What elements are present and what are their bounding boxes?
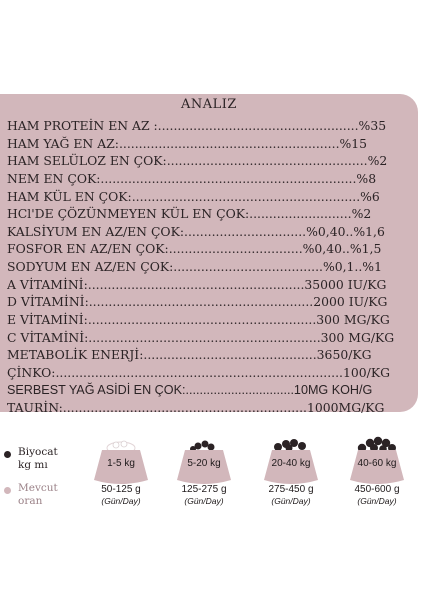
amount-unit: (Gün/Day) xyxy=(357,496,397,506)
amount-unit: (Gün/Day) xyxy=(271,496,311,506)
analysis-row: HAM KÜL EN ÇOK:..........................................................%6 xyxy=(7,188,380,204)
analysis-row: SODYUM EN AZ/EN ÇOK:......................................%0,1..%1 xyxy=(7,259,382,275)
analysis-row: METABOLİK ENERJİ:............................................3650/KG xyxy=(7,347,372,363)
amount-3 xyxy=(253,484,329,507)
amount-dot-icon xyxy=(4,487,11,494)
weight-dot-icon xyxy=(4,451,11,458)
amount-1 xyxy=(83,484,159,507)
analysis-row: HAM YAĞ EN AZ:........................................................%15 xyxy=(7,135,368,151)
bowl-range: 1-5 kg xyxy=(107,458,135,469)
analysis-row: A VİTAMİNİ:.......................................................35000 IU/KG xyxy=(7,276,387,292)
amount-unit: (Gün/Day) xyxy=(184,496,224,506)
amount-value: 50-125 g xyxy=(101,484,141,495)
amount-2 xyxy=(166,484,242,507)
analysis-row: D VİTAMİNİ:.........................................................2000 IU/KG xyxy=(7,294,388,310)
amount-4 xyxy=(339,484,415,507)
bowl-2 xyxy=(169,436,239,486)
analysis-row: C VİTAMİNİ:...........................................................300 MG/KG xyxy=(7,329,395,345)
analysis-row: NEM EN ÇOK:.................................................................%8 xyxy=(7,170,377,186)
analysis-row: KALSİYUM EN AZ/EN ÇOK:...............................%0,40..%1,6 xyxy=(7,223,385,239)
legend-weight-line1: Biyocat xyxy=(18,446,58,458)
analysis-table xyxy=(7,117,407,417)
amount-value: 125-275 g xyxy=(181,484,227,495)
bowl-range: 40-60 kg xyxy=(357,458,397,469)
legend-amount-line2: oran xyxy=(18,495,43,507)
analysis-row: HCl'DE ÇÖZÜNMEYEN KÜL EN ÇOK:..........................%2 xyxy=(7,206,372,222)
analysis-row: ÇİNKO:.........................................................................100/KG xyxy=(7,364,390,380)
analysis-row: TAURİN:..............................................................1000MG/KG xyxy=(7,400,385,416)
bowl-range: 20-40 kg xyxy=(271,458,311,469)
analysis-row: FOSFOR EN AZ/EN ÇOK:..................................%0,40..%1,5 xyxy=(7,241,382,257)
bowl-range: 5-20 kg xyxy=(187,458,221,469)
amount-value: 275-450 g xyxy=(268,484,314,495)
amount-unit: (Gün/Day) xyxy=(101,496,141,506)
analysis-row: HAM PROTEİN EN AZ :...................................................%35 xyxy=(7,118,387,133)
bowl-4 xyxy=(342,436,412,486)
legend-amount-line1: Mevcut xyxy=(18,482,58,494)
analysis-row: E VİTAMİNİ:..........................................................300 MG/KG xyxy=(7,312,390,328)
bowl-3 xyxy=(256,436,326,486)
legend-weight-line2: kg mı xyxy=(18,459,48,471)
bowl-1 xyxy=(86,436,156,486)
analysis-row: HAM SELÜLOZ EN ÇOK:...................................................%2 xyxy=(7,153,388,169)
analysis-row: SERBEST YAĞ ASİDİ EN ÇOK:...............................10MG KOH/G xyxy=(7,382,373,397)
amount-value: 450-600 g xyxy=(354,484,400,495)
analysis-title: ANALIZ xyxy=(181,97,237,112)
